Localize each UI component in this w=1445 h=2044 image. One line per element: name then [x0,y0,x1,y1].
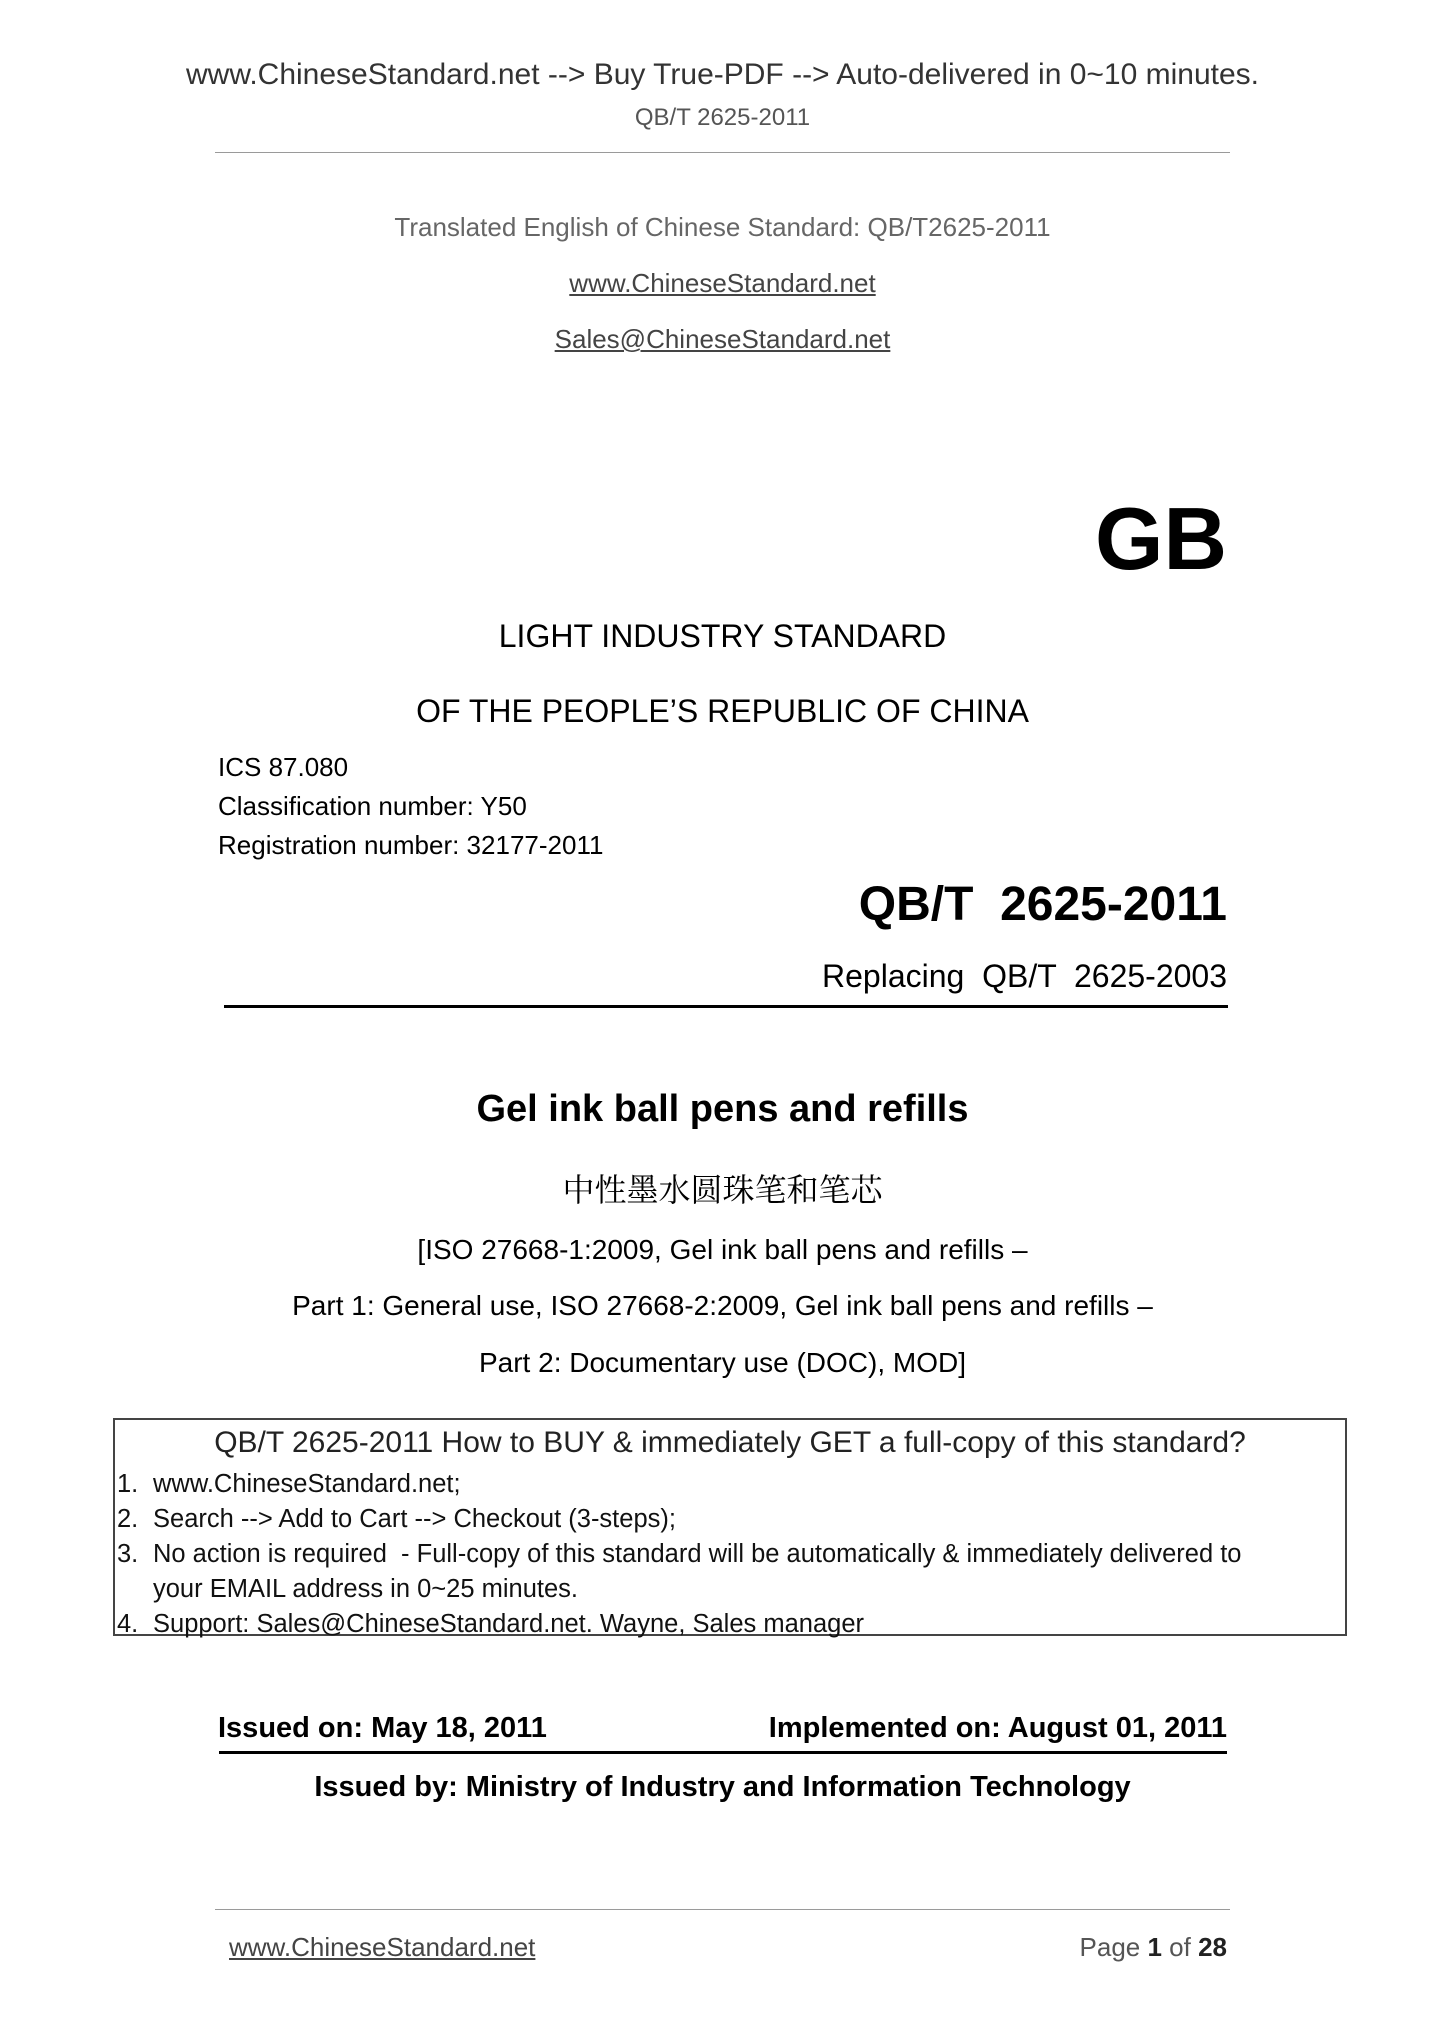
step-number: 1. [117,1470,139,1498]
page-of: of [1161,1932,1199,1962]
gb-mark: GB [1095,489,1227,588]
classification-number: Classification number: Y50 [218,791,527,821]
header-divider [215,152,1230,153]
translated-notice: Translated English of Chinese Standard: QB/T2625-2011 [394,212,1051,242]
issued-on-date: Issued on: May 18, 2011 [218,1712,547,1744]
standard-code: QB/T 2625-2011 [858,878,1227,931]
standard-type-title: LIGHT INDUSTRY STANDARD [498,618,947,654]
step-number: 2. [117,1505,139,1533]
step-text: Support: Sales@ChineseStandard.net. Wayne, Sales manager [153,1610,865,1638]
page-total: 28 [1198,1932,1227,1962]
buy-instructions-box [113,1418,1347,1636]
buy-step-3-continued [153,1575,578,1604]
buy-step-4 [117,1610,864,1639]
standard-divider [224,1005,1228,1008]
page-number [1080,1932,1227,1963]
buy-box-title: QB/T 2625-2011 How to BUY & immediately GET a full-copy of this standard? [214,1426,1246,1459]
header-banner: www.ChineseStandard.net --> Buy True-PDF --> Auto-delivered in 0~10 minutes. [185,58,1260,91]
footer-site-link[interactable]: www.ChineseStandard.net [229,1932,536,1962]
email-link-wrap [0,324,1445,355]
step-number: 4. [117,1610,139,1638]
implemented-on-date: Implemented on: August 01, 2011 [768,1712,1227,1744]
site-link[interactable]: www.ChineseStandard.net [569,268,876,298]
iso-reference-line-1: [ISO 27668-1:2009, Gel ink ball pens and refills – [417,1234,1028,1265]
step-text: No action is required - Full-copy of this standard will be automatically & immediately delivered to [153,1540,1242,1568]
step-text: your EMAIL address in 0~25 minutes. [153,1575,578,1603]
document-title-chinese: 中性墨水圆珠笔和笔芯 [562,1171,883,1209]
registration-number: Registration number: 32177-2011 [218,830,604,860]
page-current: 1 [1147,1932,1162,1962]
email-link[interactable]: Sales@ChineseStandard.net [554,324,891,354]
buy-step-3 [117,1540,1241,1569]
iso-reference-line-2: Part 1: General use, ISO 27668-2:2009, Gel ink ball pens and refills – [292,1290,1153,1321]
issue-divider [219,1751,1227,1754]
header-standard-code: QB/T 2625-2011 [634,104,811,131]
document-title: Gel ink ball pens and refills [476,1088,969,1130]
page-prefix: Page [1079,1932,1148,1962]
step-text: www.ChineseStandard.net; [153,1470,461,1498]
buy-step-1 [117,1470,461,1499]
iso-reference-line-3: Part 2: Documentary use (DOC), MOD] [478,1347,966,1378]
standard-country-title: OF THE PEOPLE’S REPUBLIC OF CHINA [416,693,1029,729]
ics-number: ICS 87.080 [218,752,349,782]
issuing-authority: Issued by: Ministry of Industry and Information Technology [314,1771,1131,1803]
replacing-standard: Replacing QB/T 2625-2003 [822,958,1227,994]
step-text: Search --> Add to Cart --> Checkout (3-steps); [153,1505,676,1533]
step-number: 3. [117,1540,139,1568]
footer-divider [215,1909,1230,1910]
buy-step-2 [117,1505,676,1534]
site-link-wrap [0,268,1445,299]
